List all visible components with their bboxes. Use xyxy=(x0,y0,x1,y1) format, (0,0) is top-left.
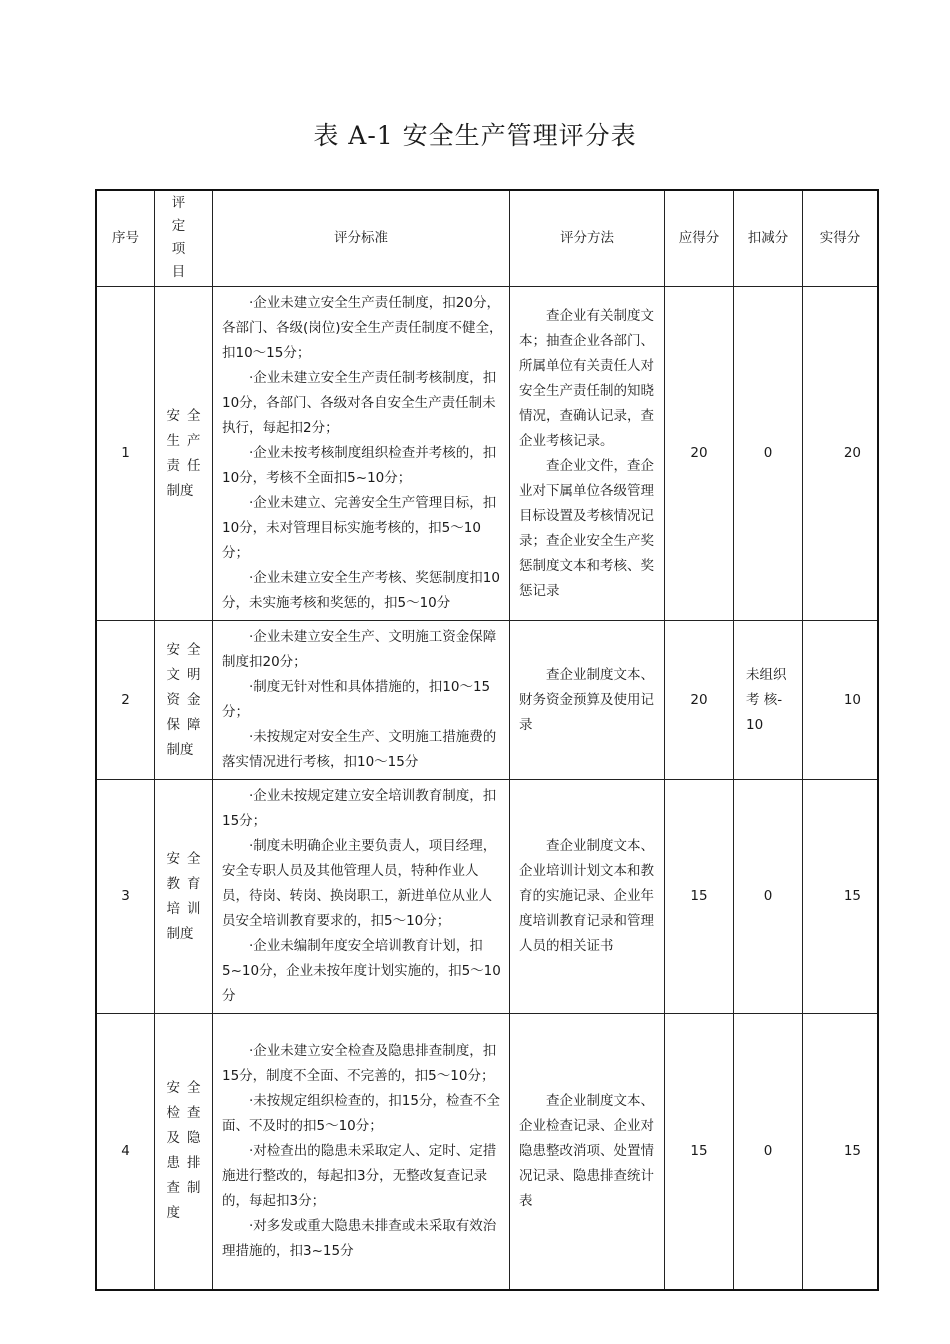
header-no: 序号 xyxy=(96,190,155,287)
table-row xyxy=(96,780,878,1014)
method-line: 查企业有关制度文本；抽查企业各部门、所属单位有关责任人对安全生产责任制的知晓情况，查确认记录，查企业考核记录。 xyxy=(519,307,654,449)
row-deduct-label: 未组织考 核-10 xyxy=(746,666,787,733)
row-item-label: 安全检查及隐患排查制度 xyxy=(166,1080,201,1222)
standard-line: ·企业未按规定建立安全培训教育制度，扣15分； xyxy=(222,788,497,829)
standard-line: ·企业未建立、完善安全生产管理目标，扣10分，未对管理目标实施考核的，扣5～10分； xyxy=(222,495,497,561)
row-due: 15 xyxy=(665,780,734,1014)
header-due: 应得分 xyxy=(665,190,734,287)
standard-line: ·未按规定组织检查的，扣15分，检查不全面、不及时的扣5～10分； xyxy=(222,1092,500,1134)
row-item-label: 安全教育培训制度 xyxy=(166,850,201,942)
standard-line: ·对多发或重大隐患未排查或未采取有效治理措施的，扣3~15分 xyxy=(222,1217,497,1259)
standard-line: ·制度未明确企业主要负责人，项目经理，安全专职人员及其他管理人员，特种作业人员，待岗、转岗、换岗职工，新进单位从业人员安全培训教育要求的，扣5～10分； xyxy=(222,838,497,929)
row-deduct: 0 xyxy=(734,287,803,621)
row-no: 1 xyxy=(96,287,155,621)
row-item-label: 安全生产责任制度 xyxy=(166,407,201,499)
row-item xyxy=(155,1014,213,1290)
standard-line: ·企业未建立安全生产责任制考核制度，扣10分，各部门、各级对各自安全生产责任制未执行，每起扣2分； xyxy=(222,370,497,436)
row-actual: 15 xyxy=(803,780,879,1014)
header-item xyxy=(155,190,213,287)
row-due: 15 xyxy=(665,1014,734,1290)
standard-line: ·制度无针对性和具体措施的，扣10～15分； xyxy=(222,679,491,720)
row-no: 4 xyxy=(96,1014,155,1290)
method-line: 查企业文件，查企业对下属单位各级管理目标设置及考核情况记录；查企业安全生产奖惩制度文本和考核、奖惩记录 xyxy=(519,457,654,599)
row-item xyxy=(155,287,213,621)
row-standard xyxy=(213,621,510,780)
method-line: 查企业制度文本、企业培训计划文本和教育的实施记录、企业年度培训教育记录和管理人员的相关证书 xyxy=(519,838,654,954)
row-no: 2 xyxy=(96,621,155,780)
standard-line: ·企业未编制年度安全培训教育计划，扣5~10分，企业未按年度计划实施的，扣5～10分 xyxy=(222,938,501,1004)
row-method xyxy=(510,621,665,780)
row-actual: 20 xyxy=(803,287,879,621)
standard-line: ·未按规定对安全生产、文明施工措施费的落实情况进行考核，扣10～15分 xyxy=(222,729,497,770)
row-due: 20 xyxy=(665,287,734,621)
row-deduct: 0 xyxy=(734,780,803,1014)
header-standard: 评分标准 xyxy=(213,190,510,287)
method-line: 查企业制度文本、企业检查记录、企业对隐患整改消项、处置情况记录、隐患排查统计表 xyxy=(519,1092,654,1209)
table-row xyxy=(96,287,878,621)
header-actual: 实得分 xyxy=(803,190,879,287)
score-table xyxy=(95,189,879,1291)
row-item xyxy=(155,621,213,780)
row-deduct xyxy=(734,621,803,780)
standard-line: ·企业未建立安全生产责任制度，扣20分，各部门、各级(岗位)安全生产责任制度不健全，扣10～15分； xyxy=(222,295,503,361)
standard-line: ·企业未按考核制度组织检查并考核的，扣10分，考核不全面扣5~10分； xyxy=(222,445,497,486)
header-deduct: 扣减分 xyxy=(734,190,803,287)
row-standard xyxy=(213,1014,510,1290)
row-due: 20 xyxy=(665,621,734,780)
header-method: 评分方法 xyxy=(510,190,665,287)
row-actual: 10 xyxy=(803,621,879,780)
row-actual: 15 xyxy=(803,1014,879,1290)
row-standard xyxy=(213,287,510,621)
standard-line: ·企业未建立安全检查及隐患排查制度，扣15分，制度不全面、不完善的，扣5～10分； xyxy=(222,1042,497,1084)
row-standard xyxy=(213,780,510,1014)
page-title: 表 A-1 安全生产管理评分表 xyxy=(313,121,637,150)
standard-line: ·企业未建立安全生产考核、奖惩制度扣10分，未实施考核和奖惩的，扣5～10分 xyxy=(222,570,500,611)
row-method xyxy=(510,780,665,1014)
standard-line: ·企业未建立安全生产、文明施工资金保障制度扣20分； xyxy=(222,629,497,670)
standard-line: ·对检查出的隐患未采取定人、定时、定措施进行整改的，每起扣3分，无整改复查记录的，每起扣3分； xyxy=(222,1142,497,1209)
row-item xyxy=(155,780,213,1014)
header-item-label: 评定项目 xyxy=(171,195,196,280)
row-deduct: 0 xyxy=(734,1014,803,1290)
row-item-label: 安全文明资金保障制度 xyxy=(166,641,201,758)
row-method xyxy=(510,287,665,621)
method-line: 查企业制度文本、财务资金预算及使用记录 xyxy=(519,666,654,733)
row-no: 3 xyxy=(96,780,155,1014)
table-row xyxy=(96,1014,878,1290)
row-method xyxy=(510,1014,665,1290)
table-row xyxy=(96,621,878,780)
header-row xyxy=(96,190,878,287)
